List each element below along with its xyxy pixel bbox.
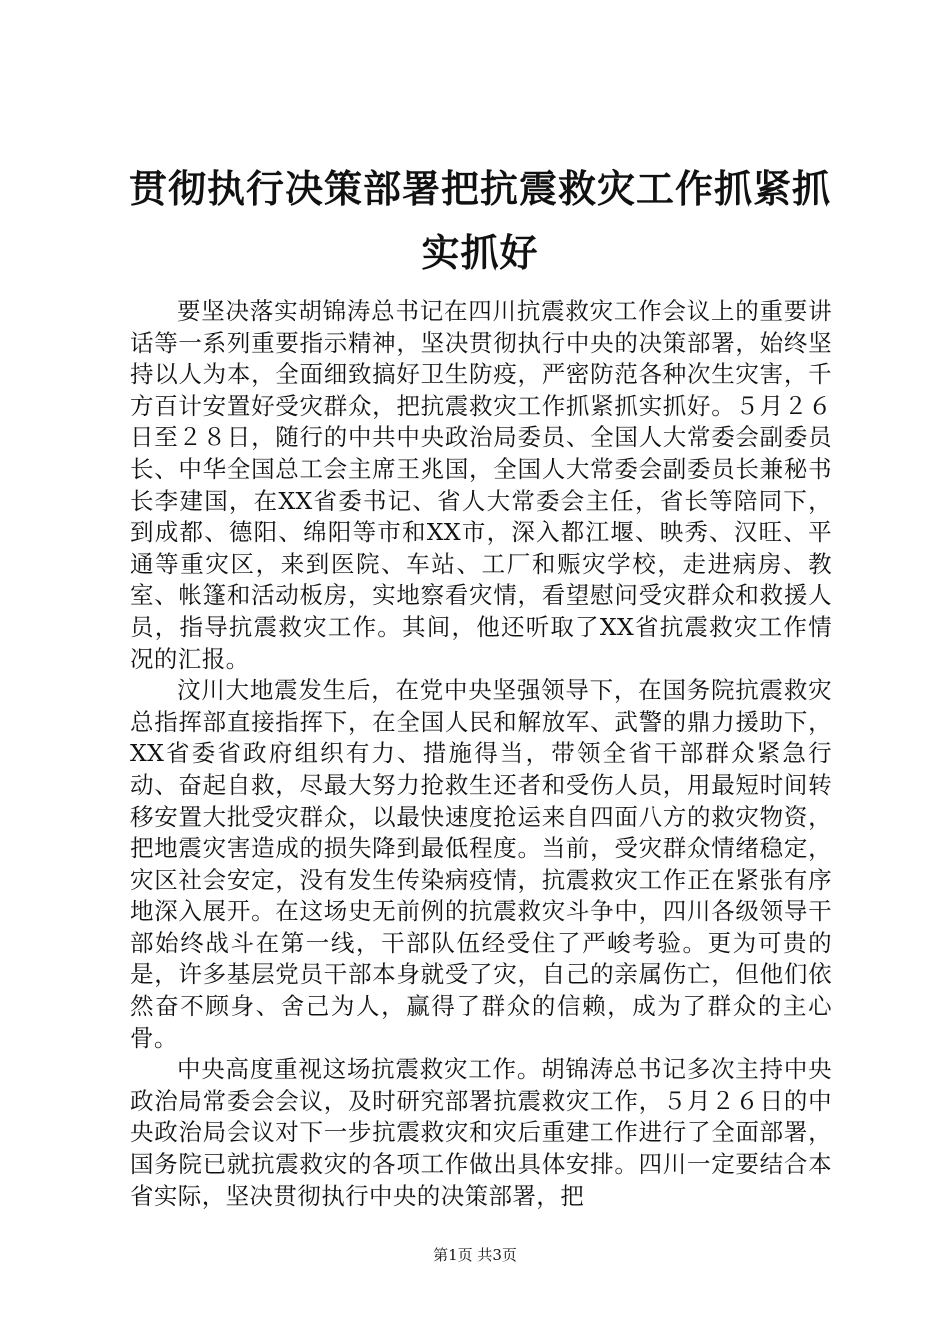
page-number: 第1页 共3页 <box>433 1246 517 1264</box>
paragraph-3: 中央高度重视这场抗震救灾工作。胡锦涛总书记多次主持中央政治局常委会会议，及时研究部署抗震救灾工作，５月２６日的中央政治局会议对下一步抗震救灾和灾后重建工作进行了全面部署，国务院已就抗震救灾的各项工作做出具体安排。四川一定要结合本省实际，坚决贯彻执行中央的决策部署，把 <box>130 1055 832 1210</box>
paragraph-2: 汶川大地震发生后，在党中央坚强领导下，在国务院抗震救灾总指挥部直接指挥下，在全国人民和解放军、武警的鼎力援助下，XX省委省政府组织有力、措施得当，带领全省干部群众紧急行动、奋起自救，尽最大努力抢救生还者和受伤人员，用最短时间转移安置大批受灾群众，以最快速度抢运来自四面八方的救灾物资，把地震灾害造成的损失降到最低程度。当前，受灾群众情绪稳定，灾区社会安定，没有发生传染病疫情，抗震救灾工作正在紧张有序地深入展开。在这场史无前例的抗震救灾斗争中，四川各级领导干部始终战斗在第一线，干部队伍经受住了严峻考验。更为可贵的是，许多基层党员干部本身就受了灾，自己的亲属伤亡，但他们依然奋不顾身、舍己为人，赢得了群众的信赖，成为了群众的主心骨。 <box>130 676 832 1052</box>
page-title: 贯彻执行决策部署把抗震救灾工作抓紧抓实抓好 <box>128 166 831 275</box>
paragraph-1: 要坚决落实胡锦涛总书记在四川抗震救灾工作会议上的重要讲话等一系列重要指示精神，坚决贯彻执行中央的决策部署，始终坚持以人为本，全面细致搞好卫生防疫，严密防范各种次生灾害，千方百计安置好受灾群众，把抗震救灾工作抓紧抓实抓好。５月２６日至２８日，随行的中共中央政治局委员、全国人大常委会副委员长、中华全国总工会主席王兆国，全国人大常委会副委员长兼秘书长李建国，在XX省委书记、省人大常委会主任，省长等陪同下，到成都、德阳、绵阳等市和XX市，深入都江堰、映秀、汉旺、平通等重灾区，来到医院、车站、工厂和赈灾学校，走进病房、教室、帐篷和活动板房，实地察看灾情，看望慰问受灾群众和救援人员，指导抗震救灾工作。其间，他还听取了XX省抗震救灾工作情况的汇报。 <box>130 297 832 673</box>
document-body <box>130 296 832 1212</box>
